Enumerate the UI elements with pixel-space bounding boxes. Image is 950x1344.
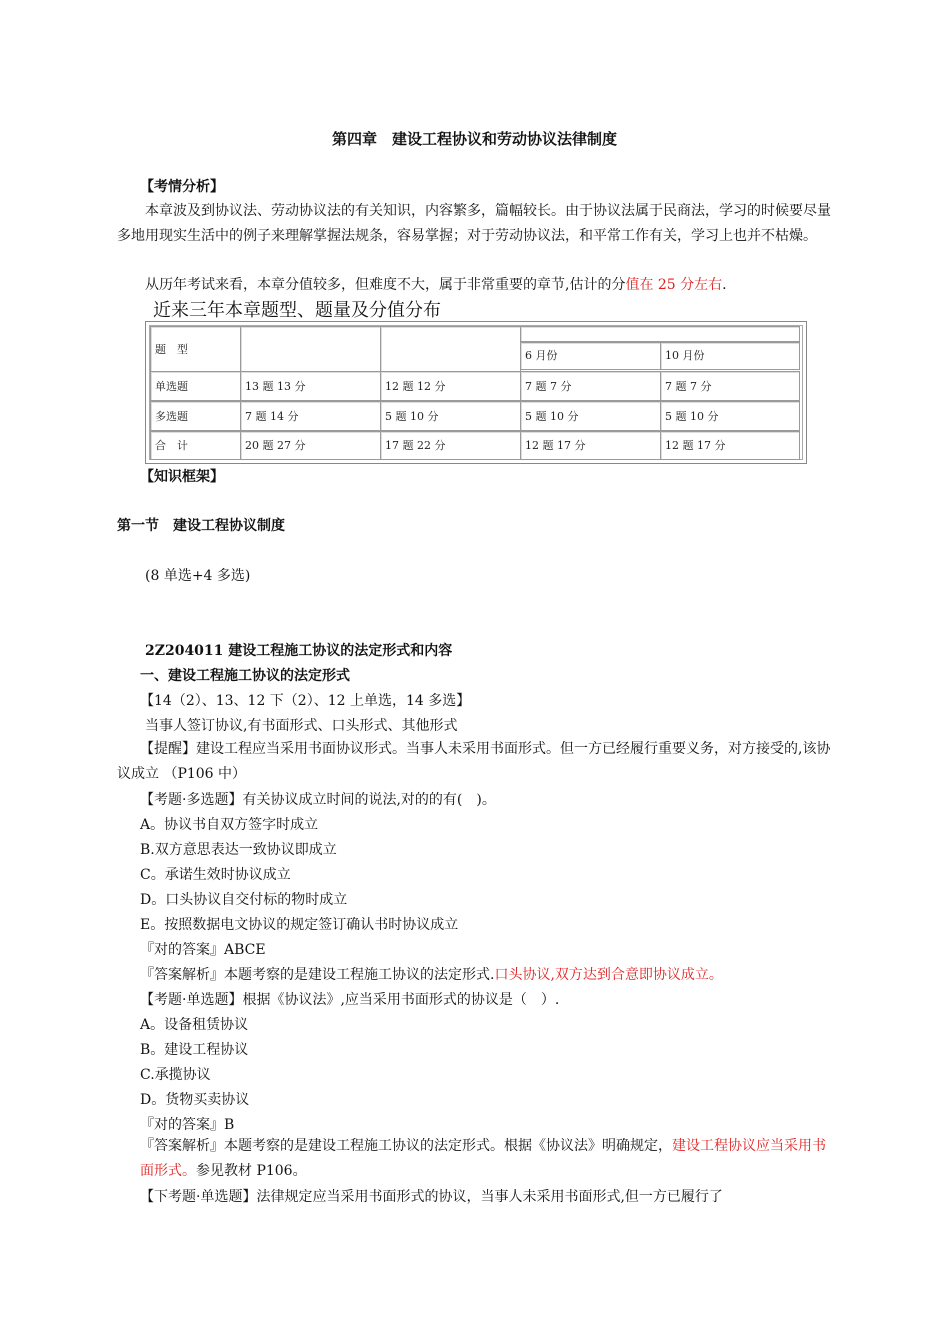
reminder-paragraph: 【提醒】建设工程应当采用书面协议形式。当事人未采用书面形式。但一方已经履行重要义务，对方接受的,该协议成立 （P106 中） [117, 741, 831, 782]
q2-option: D。货物买卖协议 [140, 1092, 250, 1108]
table-cell: 7 题 7 分 [520, 371, 661, 401]
q1-option: E。按照数据电文协议的规定签订确认书时协议成立 [140, 917, 459, 933]
q2-stem: 【考题·单选题】根据《协议法》,应当采用书面形式的协议是（ ）. [140, 992, 560, 1008]
q2-analysis-suffix: 参见教材 P106。 [196, 1163, 307, 1179]
q2-analysis-text: 『答案解析』本题考察的是建设工程施工协议的法定形式。根据《协议法》明确规定， [140, 1138, 672, 1154]
subsection-heading: 一、建设工程施工协议的法定形式 [140, 668, 350, 684]
q1-option: D。口头协议自交付标的物时成立 [140, 892, 348, 908]
q1-analysis-highlight: 口头协议,双方达到合意即协议成立。 [494, 967, 723, 983]
score-line-prefix: 从历年考试来看，本章分值较多，但难度不大，属于非常重要的章节,估计的分 [145, 277, 626, 293]
table-header-cell: 6 月份 [520, 342, 661, 370]
table-cell: 12 题 12 分 [380, 371, 521, 401]
section-note: (8 单选+4 多选) [145, 568, 251, 584]
table-cell: 17 题 22 分 [380, 431, 521, 460]
table-title: 近来三年本章题型、题量及分值分布 [153, 300, 441, 321]
table-cell: 7 题 14 分 [240, 401, 381, 431]
section-title: 第一节 建设工程协议制度 [117, 518, 285, 534]
chapter-title: 第四章 建设工程协议和劳动协议法律制度 [332, 130, 618, 148]
q3-stem: 【下考题·单选题】法律规定应当采用书面形式的协议，当事人未采用书面形式,但一方已履行了 [140, 1189, 723, 1205]
q2-option: B。建设工程协议 [140, 1042, 249, 1058]
table-cell: 5 题 10 分 [520, 401, 661, 431]
q2-analysis-highlight: 建设工程协议应当采用书面形式。 [140, 1138, 826, 1179]
table-header-cell [240, 326, 381, 372]
table-cell: 12 题 17 分 [660, 431, 800, 460]
q2-option: A。设备租赁协议 [140, 1017, 249, 1033]
table-cell: 5 题 10 分 [660, 401, 800, 431]
table-cell: 合 计 [150, 431, 242, 460]
q1-analysis-text: 『答案解析』本题考察的是建设工程施工协议的法定形式. [140, 967, 495, 983]
table-header-cell: 10 月份 [660, 342, 800, 370]
subsection-code-title: 2Z204011 建设工程施工协议的法定形式和内容 [145, 643, 453, 659]
score-line [145, 274, 727, 294]
q1-answer: 『对的答案』ABCE [140, 942, 266, 958]
table-cell: 13 题 13 分 [240, 371, 381, 401]
table-cell: 12 题 17 分 [520, 431, 661, 460]
forms-line: 当事人签订协议,有书面形式、口头形式、其他形式 [145, 718, 458, 734]
q1-option: B.双方意思表达一致协议即成立 [140, 842, 337, 858]
table-header-cell: 题 型 [150, 326, 242, 372]
table-cell: 多选题 [150, 401, 242, 431]
q2-analysis [140, 1134, 830, 1184]
intro-paragraph: 本章波及到协议法、劳动协议法的有关知识，内容繁多，篇幅较长。由于协议法属于民商法，学习的时候要尽量多地用现实生活中的例子来理解掌握法规条，容易掌握；对于劳动协议法，和平常工作有关，学习上也并不枯燥。 [117, 203, 831, 244]
exam-years: 【14（2）、13、12 下（2）、12 上单选，14 多选】 [140, 693, 471, 709]
score-line-highlight: 值在 25 分左右 [625, 277, 723, 293]
table-header-cell [380, 326, 521, 372]
table-cell: 单选题 [150, 371, 242, 401]
score-distribution-table [145, 321, 807, 464]
q2-answer: 『对的答案』B [140, 1117, 235, 1133]
table-header-merged-cell [520, 326, 800, 342]
table-cell: 7 题 7 分 [660, 371, 800, 401]
q1-analysis [140, 964, 723, 984]
score-line-suffix: . [722, 277, 727, 293]
q1-stem: 【考题·多选题】有关协议成立时间的说法,对的的有( )。 [140, 792, 496, 808]
table-cell: 5 题 10 分 [380, 401, 521, 431]
q2-option: C.承揽协议 [140, 1067, 211, 1083]
table-cell: 20 题 27 分 [240, 431, 381, 460]
analysis-heading: 【考情分析】 [140, 179, 224, 195]
q1-option: C。承诺生效时协议成立 [140, 867, 291, 883]
q1-option: A。协议书自双方签字时成立 [140, 817, 319, 833]
framework-heading: 【知识框架】 [140, 469, 224, 485]
